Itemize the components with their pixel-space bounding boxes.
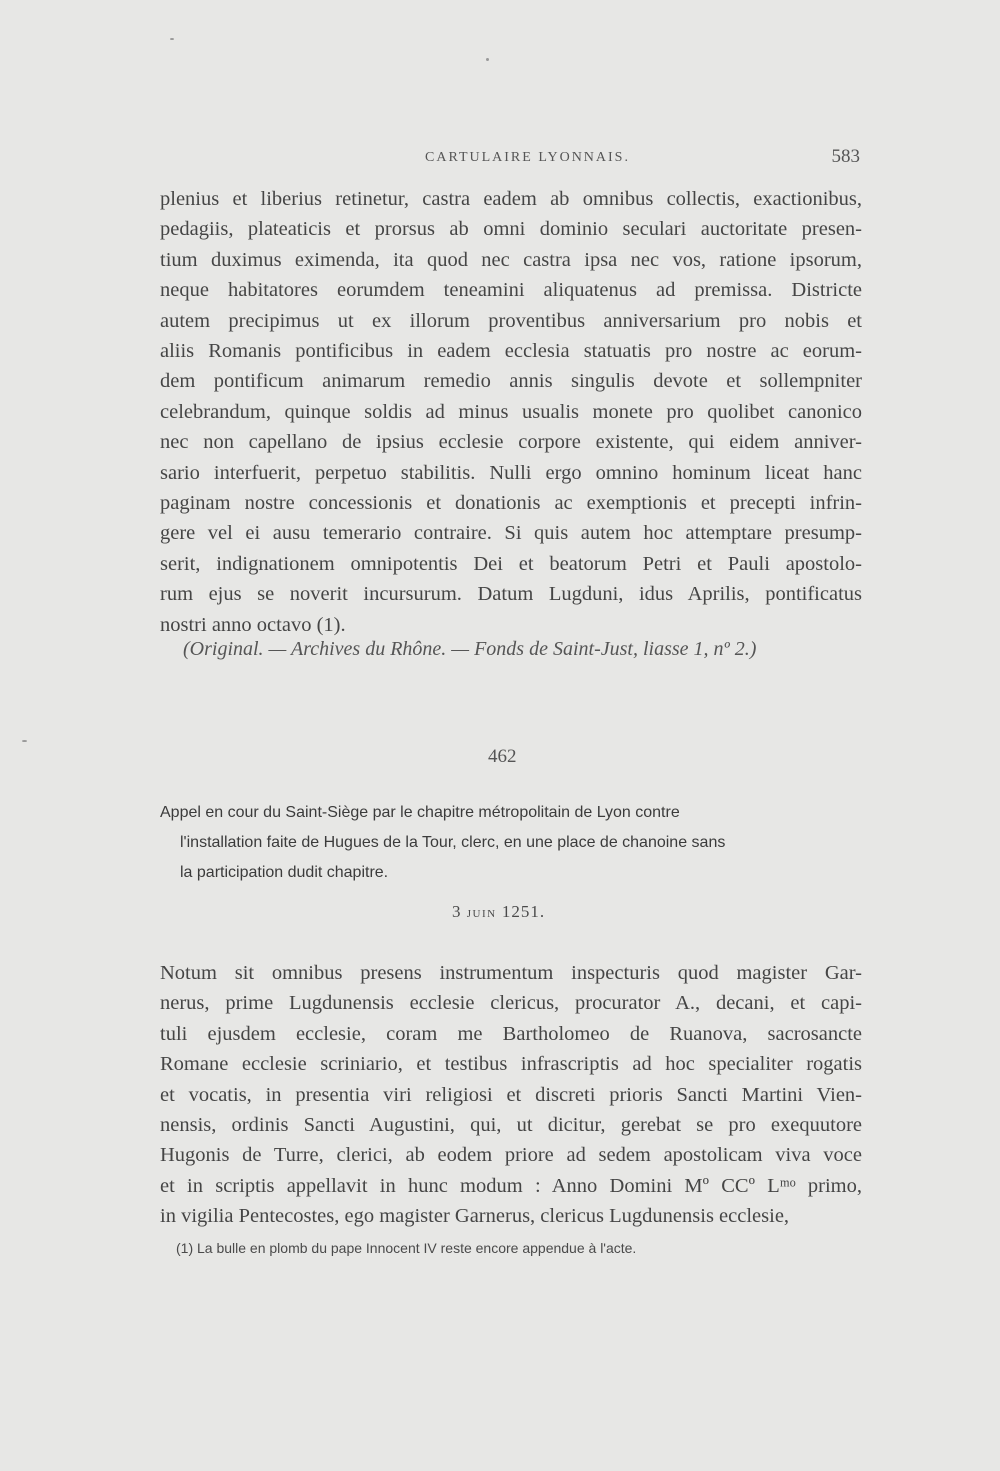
text-line: et vocatis, in presentia viri religiosi et discreti prioris Sancti Martini Vien- [160, 1083, 862, 1106]
text-line: nostri anno octavo (1). [160, 613, 346, 636]
summary-line: Appel en cour du Saint-Siège par le chapitre métropolitain de Lyon contre [160, 804, 680, 821]
document-summary [160, 798, 860, 888]
running-title: CARTULAIRE LYONNAIS. [425, 150, 630, 165]
text-line: et in scriptis appellavit in hunc modum : Anno Domini Mº CCº Lᵐᵒ primo, [160, 1174, 862, 1197]
date-day: 3 [452, 902, 462, 921]
text-line: Notum sit omnibus presens instrumentum inspecturis quod magister Gar- [160, 962, 862, 984]
paper-speck [170, 38, 174, 40]
text-line: plenius et liberius retinetur, castra eadem ab omnibus collectis, exactionibus, [160, 188, 862, 210]
document-number: 462 [488, 746, 517, 767]
page-header [160, 146, 860, 174]
summary-line: l'installation faite de Hugues de la Tour, clerc, en une place de chanoine sans [180, 834, 726, 851]
text-line: dem pontificum animarum remedio annis singulis devote et sollempniter [160, 370, 862, 393]
body-text [160, 184, 862, 640]
text-line: pedagiis, plateaticis et prorsus ab omni dominio seculari auctoritate presen- [160, 218, 862, 241]
text-line: nerus, prime Lugdunensis ecclesie clericus, procurator A., decani, et capi- [160, 992, 862, 1015]
text-line: sario interfuerit, perpetuo stabilitis. Nulli ergo omnino hominum liceat hanc [160, 461, 862, 484]
page-number: 583 [831, 146, 860, 167]
text-line: paginam nostre concessionis et donationis ac exemptionis et precepti infrin- [160, 492, 862, 515]
text-line: in vigilia Pentecostes, ego magister Garnerus, clericus Lugdunensis ecclesie, [160, 1205, 790, 1228]
paper-speck [22, 740, 27, 742]
text-line: serit, indignationem omnipotentis Dei et beatorum Petri et Pauli apostolo- [160, 552, 862, 575]
text-line: aliis Romanis pontificibus in eadem ecclesia statuatis pro nostre ac eorum- [160, 340, 862, 363]
text-line: Romane ecclesie scriniario, et testibus infrascriptis ad hoc specialiter rogatis [160, 1053, 862, 1076]
text-line: nec non capellano de ipsius ecclesie corpore existente, qui eidem anniver- [160, 431, 862, 454]
text-line: rum ejus se noverit incursurum. Datum Lugduni, idus Aprilis, pontificatus [160, 583, 862, 606]
footnote: (1) La bulle en plomb du pape Innocent IV reste encore appendue à l'acte. [176, 1240, 637, 1256]
text-line: Hugonis de Turre, clerici, ab eodem priore ad sedem apostolicam viva voce [160, 1144, 862, 1167]
text-line: autem precipimus ut ex illorum proventibus anniversarium pro nobis et [160, 309, 862, 332]
text-line: neque habitatores eorumdem teneamini aliquatenus ad premissa. Districte [160, 279, 862, 302]
paper-speck [486, 58, 489, 61]
text-line: nensis, ordinis Sancti Augustini, qui, ut dicitur, gerebat se pro exequutore [160, 1114, 862, 1137]
text-line: gere vel ei ausu temerario contraire. Si quis autem hoc attemptare presump- [160, 522, 862, 545]
date-month: JUIN [466, 908, 497, 920]
summary-line: la participation dudit chapitre. [180, 864, 389, 881]
text-line: tium duximus eximenda, ita quod nec castra ipsa nec vos, ratione ipsorum, [160, 248, 862, 271]
document-date [452, 902, 545, 922]
date-year: 1251. [501, 902, 546, 921]
text-line: celebrandum, quinque soldis ad minus usualis monete pro quolibet canonico [160, 400, 862, 423]
text-line: tuli ejusdem ecclesie, coram me Bartholomeo de Ruanova, sacrosancte [160, 1022, 862, 1045]
body-text-2 [160, 958, 862, 1232]
source-note: (Original. — Archives du Rhône. — Fonds de Saint-Just, liasse 1, nº 2.) [183, 638, 757, 660]
